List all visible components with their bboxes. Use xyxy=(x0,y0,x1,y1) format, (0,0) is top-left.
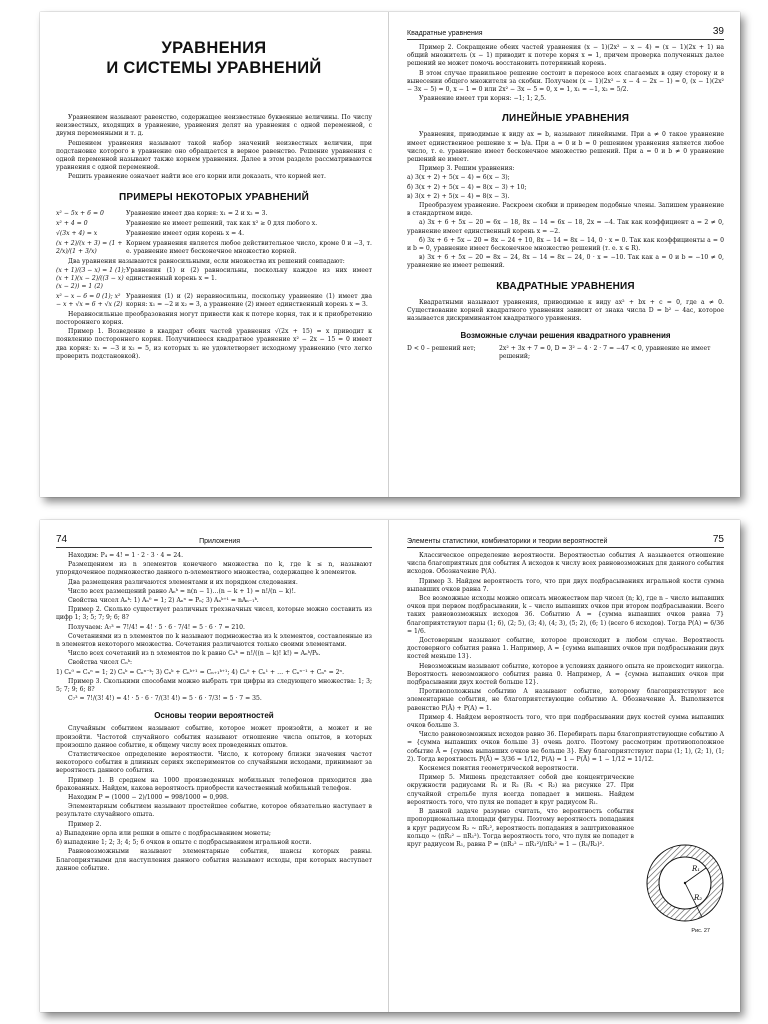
paragraph: Два уравнения называются равносильными, если множества их решений совпадают: xyxy=(68,257,345,265)
paragraph: Достоверным называют событие, которое происходит в любом случае. Вероятность достоверного события равна 1. Например, A = {сумма выпавших очков при подбрасывании двух костей меньше 13}. xyxy=(407,637,724,661)
label-r2: R₂ xyxy=(694,894,703,902)
center-point xyxy=(684,882,686,884)
paragraph: в) 3x + 6 + 5x − 20 = 8x − 24, 8x − 14 = 8x − 24, 0 · x = −10. Так как a = 0 и b = −10 ≠ 0, уравнение не имеет решений. xyxy=(407,254,724,270)
example-description: Уравнение имеет один корень x = 4. xyxy=(126,229,245,237)
section-heading: КВАДРАТНЫЕ УРАВНЕНИЯ xyxy=(496,280,635,292)
paragraph: Неравносильные преобразования могут привести как к потере корня, так и к приобретению постороннего корня. xyxy=(56,310,372,327)
paragraph: Два размещения различаются элементами и их порядком следования. xyxy=(68,578,298,586)
paragraph: Пример 2. Сколько существует различных трехзначных чисел, которые можно составить из цифр 1; 3; 5; 7; 9; 6; 8? xyxy=(56,606,372,622)
page-right-top xyxy=(391,12,740,497)
paragraph: Пример 1. Возведение в квадрат обеих частей уравнения √(2x + 15) = x приводит к появлению постороннего корня. Получившееся квадратное уравнение x² − 2x − 15 = 0 имеет два корня: x₁ = −3 и x₂ = 5, из которых x₁ не удовлетворяет исходному уравнению (что легко проверить подстановкой). xyxy=(56,328,372,360)
case-example: 2x² + 3x + 7 = 0, D = 3² − 4 · 2 · 7 = −47 < 0, уравнение не имеет решений; xyxy=(499,345,711,361)
paragraph: Противоположным событию A называют событие, которому благоприятствуют все элементарные события, не благоприятствующие событию A. Обозначение Ā. Выполняется равенство P(Ā) + P(A) = 1. xyxy=(407,688,724,712)
paragraph: Уравнения, приводимые к виду ax = b, называют линейными. При a ≠ 0 такое уравнение имеет единственное решение x = b/a. При a = 0 и b = 0 решением уравнения является любое число, т. е. уравнение имеет бесконечное множество решений. При a = 0 и b ≠ 0 уравнение решений не имеет. xyxy=(407,131,724,164)
paragraph: Преобразуем уравнение. Раскроем скобки и приведем подобные члены. Запишем уравнение в стандартном виде. xyxy=(407,202,724,218)
page-left-bottom xyxy=(40,520,389,1012)
paragraph: Пример 4. Найдем вероятность того, что при подбрасывании двух костей сумма выпавших очков больше 3. xyxy=(407,713,724,730)
paragraph: Коснемся понятия геометрической вероятности. xyxy=(419,765,579,773)
paragraph: Пример 3. Решим уравнения: xyxy=(419,165,515,173)
example-equation: (x + 2)/(x + 3) = (1 + 2/x)/(1 + 3/x) xyxy=(56,239,123,255)
running-header xyxy=(407,26,724,40)
paragraph: Случайным событием называют событие, которое может произойти, а может и не произойти. Частотой случайного события называют отношение числа опытов, в которых произошло данное событие, к общему числу всех проведенных опытов. xyxy=(56,725,372,749)
example-description: Уравнение не имеет решений, так как x² ≥ 0 для любого x. xyxy=(126,219,318,227)
equation-pair: (x + 1)/(3 − x) = 1 (1); (x + 1)(x − 2)/((3 − x)(x − 2)) = 1 (2) xyxy=(56,266,126,290)
paragraph: б) 3x + 6 + 5x − 20 = 8x − 24 + 10, 8x − 14 = 8x − 14, 0 · x = 0. Так как коэффициенты a = 0 и b = 0, уравнение имеет бесконечное множество решений (т. е. x ∈ R). xyxy=(407,236,724,253)
paragraph: Число всех сочетаний из n элементов по k равно Cₙᵏ = n!/((n − k)! k!) = Aₙᵏ/Pₖ. xyxy=(68,650,321,658)
running-header-title: Элементы статистики, комбинаторики и теории вероятностей xyxy=(407,538,608,545)
paragraph: Число всех размещений равно Aₙᵏ = n(n − 1)…(n − k + 1) = n!/(n − k)!. xyxy=(68,587,296,595)
paragraph: Пример 3. Сколькими способами можно выбрать три цифры из следующего множества: 1; 3; 5; 7; 9; 6; 8? xyxy=(56,677,372,694)
equation-pair-description: Уравнения (1) и (2) неравносильны, поскольку уравнение (1) имеет два корня: x₁ = −2 и x₂ = 3, а уравнение (2) имеет единственный корень x = 3. xyxy=(126,292,372,308)
paragraph: Сочетаниями из n элементов по k называют подмножества из k элементов, составленные из n элементов некоторого множества. Сочетания различаются только своими элементами. xyxy=(56,632,372,649)
running-header-title: Приложения xyxy=(199,538,241,545)
case-condition: D < 0 – решений нет; xyxy=(407,345,476,353)
paragraph: В этом случае правильное решение состоит в переносе всех слагаемых в одну сторону и в вынесении общего множителя за скобки. Получаем (x − 1)(2x² − x − 4 − 2x − 1) = 0, (x − 1)(2x² − 3x − 5) = 0, x − 1 = 0 или 2x² − 3x − 5 = 0, x = 1, x₁ = −1, x₂ = 5/2. xyxy=(407,69,724,94)
paragraph: В данной задаче разумно считать, что вероятность события пропорциональна площади фигуры. Поэтому вероятность попадания в круг радиусом R₂ ~ πR₂², вероятность попадания в заштрихованное кольцо ~ (πR₂² − πR₁²). Тогда вероятность того, что пуля не попадет в круг радиусом R₁, равна P = (πR₂² − πR₁²)/πR₂² = 1 − (R₁/R₂)². xyxy=(407,808,634,848)
paragraph: Невозможным называют событие, которое в условиях данного опыта не происходит никогда. Вероятность невозможного события равна 0. Например, A = {сумма выпавших очков при подбрасывании двух костей больше 12}. xyxy=(407,662,724,687)
page-number: 75 xyxy=(712,534,724,545)
paragraph: C₇³ = 7!/(3! 4!) = 4! · 5 · 6 · 7/(3! 4!) = 5 · 6 · 7/3! = 5 · 7 = 35. xyxy=(68,695,262,703)
page-right-bottom xyxy=(391,520,740,1012)
section-heading: Основы теории вероятностей xyxy=(154,711,274,721)
running-header xyxy=(407,534,724,548)
paragraph: Уравнение имеет три корня: −1; 1; 2,5. xyxy=(419,95,547,103)
paragraph: Пример 3. Найдем вероятность того, что при двух подбрасываниях игральной кости сумма выпавших очков равна 7. xyxy=(407,577,724,593)
paragraph: Находим P = (1000 − 2)/1000 = 998/1000 = 0,998. xyxy=(68,794,229,802)
paragraph: Классическое определение вероятности. Вероятностью события A называется отношение числа благоприятных для события A исходов к числу всех равновозможных для данного события исходов. Обозначение P(A). xyxy=(407,552,724,576)
example-description: Уравнение имеет два корня: x₁ = 2 и x₂ = 3. xyxy=(126,209,268,217)
paragraph: б) выпадение 1; 2; 3; 4; 5; 6 очков в опыте с подбрасыванием игральной кости. xyxy=(56,839,312,847)
example-equation: x² − 5x + 6 = 0 xyxy=(56,209,104,217)
section-heading: ЛИНЕЙНЫЕ УРАВНЕНИЯ xyxy=(501,113,630,125)
case-row xyxy=(407,345,724,361)
paragraph: Равновозможными называют элементарные события, шансы которых равны. Благоприятными для наступления данного события называют исходы, при которых наступает данное событие. xyxy=(56,848,372,872)
running-header xyxy=(56,534,372,548)
paragraph: Число равновозможных исходов равно 36. Перебирать пары благоприятствующие событию A = {сумма выпавших очков больше 3} очень долго. Поэтому рассмотрим противоположное событие Ā = {сумма выпавших очков не больше 3}. Ему благоприятствуют пары (1; 1), (2; 1), (1; 2). Тогда вероятность P(Ā) = 3/36 = 1/12, P(A) = 1 − P(Ā) = 1 − 1/12 = 11/12. xyxy=(407,731,724,763)
paragraph: Квадратными называют уравнения, приводимые к виду ax² + bx + c = 0, где a ≠ 0. Существование корней квадратного уравнения зависит от знака числа D = b² − 4ac, которое называется дискриминантом квадратного уравнения. xyxy=(407,298,724,323)
paragraph: 1) Cₙ⁰ = Cₙⁿ = 1; 2) Cₙᵏ = Cₙⁿ⁻ᵏ; 3) Cₙᵏ + Cₙᵏ⁺¹ = Cₙ₊₁ᵏ⁺¹; 4) Cₙ⁰ + Cₙ¹ + … + Cₙⁿ⁻¹ + Cₙⁿ = 2ⁿ. xyxy=(56,668,345,676)
paragraph: Решить уравнение означает найти все его корни или доказать, что корней нет. xyxy=(68,173,326,181)
paragraph: Пример 5. Мишень представляет собой две концентрические окружности радиусами R₁ и R₂ (R₁ < R₂) на рисунке 27. При случайной стрельбе пуля всегда попадает в мишень. Найдем вероятность того, что пуля не попадет в круг радиусом R₁. xyxy=(407,774,634,806)
subsection-heading: Возможные случаи решения квадратного уравнения xyxy=(460,331,671,341)
paragraph: Уравнением называют равенство, содержащее неизвестные буквенные величины. По числу неизвестных, входящих в уравнение, уравнения делят на уравнения с одной переменной, с двумя переменными и т. д. xyxy=(56,114,372,138)
examples-list xyxy=(56,210,372,256)
paragraph: Все возможные исходы можно описать множеством пар чисел (n; k), где n – число выпавших очков при первом подбрасывании, k – число выпавших очков при втором подбрасывании. Всего таких равновозможных исходов 36. Событию A = {сумма выпавших очков равна 7} благоприятствуют пары (1; 6), (2; 5), (3; 4), (4; 3), (5; 2), (6; 1) (всего 6 исходов). Тогда P(A) = 6/36 = 1/6. xyxy=(407,595,724,635)
chapter-title-line-2: И СИСТЕМЫ УРАВНЕНИЙ xyxy=(106,59,322,77)
running-header-title: Квадратные уравнения xyxy=(407,30,483,37)
paragraph: б) 3(x + 2) + 5(x − 4) = 8(x − 3) + 10; xyxy=(407,183,527,191)
chapter-title xyxy=(56,38,372,78)
paragraph: Решением уравнения называют такой набор значений неизвестных величин, при подстановке которого в уравнение оно обращается в верное равенство. Решение уравнения с одной переменной называют также корнем уравнения. Далее в этом разделе рассматриваются уравнения с одной переменной. xyxy=(56,139,372,172)
equivalence-example xyxy=(56,267,372,291)
paragraph: Размещением из n элементов конечного множества по k, где k ≤ n, называют упорядоченное подмножество данного n-элементного множества, содержащее k элементов. xyxy=(56,561,372,577)
paragraph: а) Выпадение орла или решки в опыте с подбрасыванием монеты; xyxy=(56,829,271,837)
chapter-title-line-1: УРАВНЕНИЯ xyxy=(161,39,267,57)
example-row xyxy=(56,210,372,218)
paragraph: Элементарным событием называют простейшее событие, которое обязательно наступает в результате случайного опыта. xyxy=(56,803,372,819)
paragraph: а) 3x + 6 + 5x − 20 = 6x − 18, 8x − 14 = 6x − 18, 2x = −4. Так как коэффициент a = 2 ≠ 0, уравнение имеет единственный корень x = −2. xyxy=(407,219,724,235)
top-spread xyxy=(40,12,740,497)
page-number: 74 xyxy=(56,534,68,545)
equivalence-example xyxy=(56,293,372,309)
example-row xyxy=(56,240,372,256)
example-row xyxy=(56,230,372,238)
section-heading: ПРИМЕРЫ НЕКОТОРЫХ УРАВНЕНИЙ xyxy=(119,191,309,203)
label-r1: R₁ xyxy=(692,865,701,873)
bottom-spread xyxy=(40,520,740,1012)
paragraph: а) 3(x + 2) + 5(x − 4) = 6(x − 3); xyxy=(407,174,510,182)
example-row xyxy=(56,220,372,228)
equation-pair-description: Уравнения (1) и (2) равносильны, поскольку каждое из них имеет единственный корень x = 1. xyxy=(126,266,372,282)
example-equation: √(3x + 4) = x xyxy=(56,229,98,237)
paragraph: Свойства чисел Cₙᵏ: xyxy=(68,659,133,667)
paragraph: в) 3(x + 2) + 5(x − 4) = 8(x − 3). xyxy=(407,192,510,200)
example-equation: x² + 4 = 0 xyxy=(56,219,88,227)
paragraph: Находим: P₄ = 4! = 1 · 2 · 3 · 4 = 24. xyxy=(68,552,184,559)
paragraph: Пример 1. В среднем на 1000 произведенных мобильных телефонов приходится два бракованных. Найдем, какова вероятность приобрести качественный мобильный телефон. xyxy=(56,776,372,792)
concentric-circles-figure xyxy=(644,842,726,924)
paragraph: Пример 2. xyxy=(68,820,102,828)
page-number: 39 xyxy=(712,26,724,37)
paragraph: Свойства чисел Aₙᵏ: 1) Aₙ⁰ = 1; 2) Aₙⁿ = Pₙ; 3) Aₙᵏ⁺¹ = nAₙ₋₁ᵏ. xyxy=(68,597,259,605)
page-left-top xyxy=(40,12,389,497)
figure-caption: Рис. 27 xyxy=(691,928,710,934)
paragraph: Пример 2. Сокращение обеих частей уравнения (x − 1)(2x² − x − 4) = (x − 1)(2x + 1) на общий множитель (x − 1) приводит к потере корня x = 1, причем проверка полученных далее решений не может помочь восстановить потерянный корень. xyxy=(407,44,724,68)
paragraph: Получаем: A₇³ = 7!/4! = 4! · 5 · 6 · 7/4! = 5 · 6 · 7 = 210. xyxy=(68,623,245,631)
paragraph: Статистическое определение вероятности. Число, к которому близки значения частот некоторого события в длинных сериях экспериментов со случайными исходами, принимают за вероятность данного события. xyxy=(56,751,372,775)
example-description: Корнем уравнения является любое действительное число, кроме 0 и −3, т. е. уравнение имеет бесконечное множество корней. xyxy=(126,239,372,255)
equation-pair: x² − x − 6 = 0 (1); x² − x + √x = 6 + √x (2) xyxy=(56,292,123,308)
